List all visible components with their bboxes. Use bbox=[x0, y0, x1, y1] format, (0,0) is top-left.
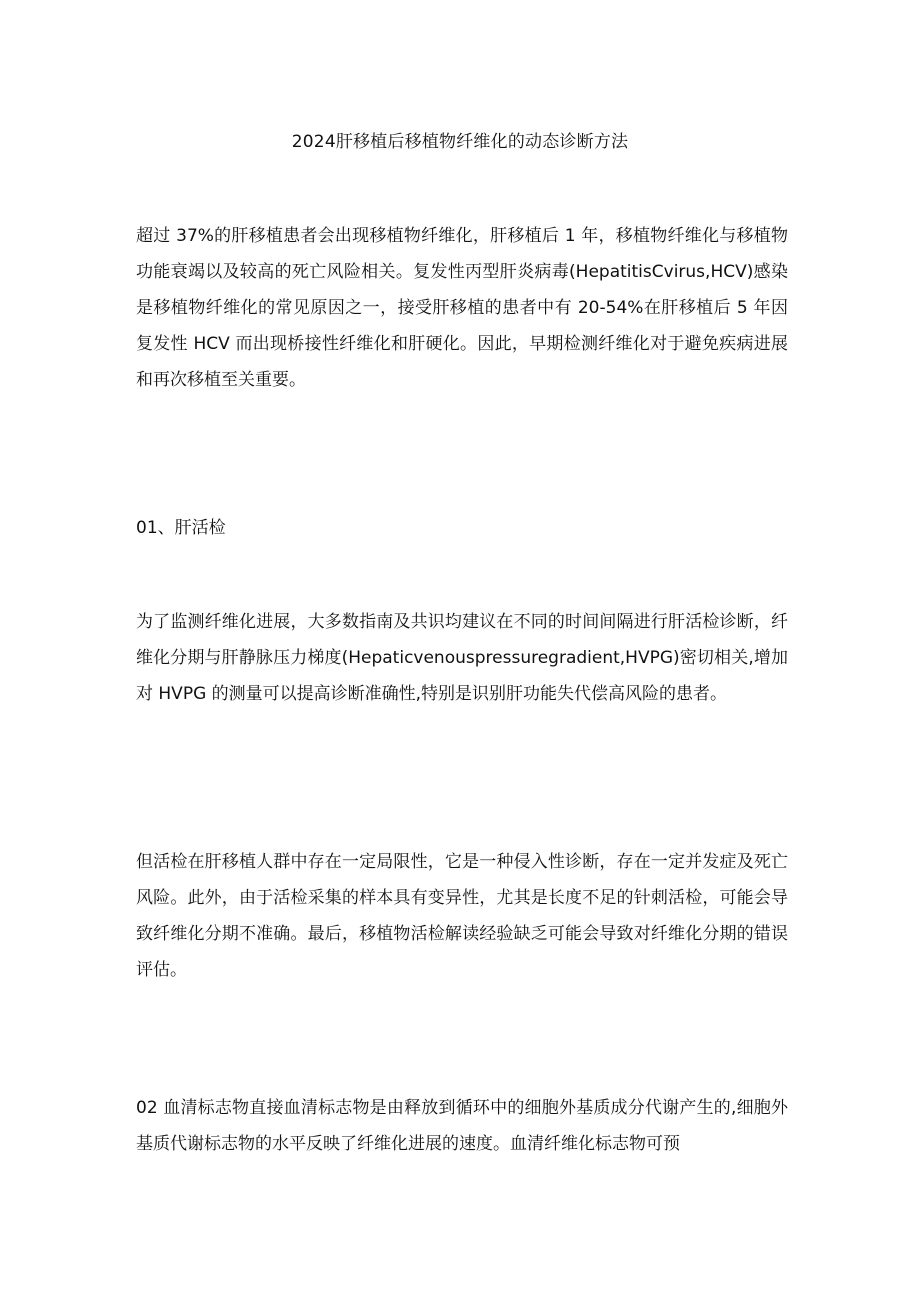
paragraph-biopsy-limitations: 但活检在肝移植人群中存在一定局限性，它是一种侵入性诊断，存在一定并发症及死亡风险。此外，由于活检采集的样本具有变异性，尤其是长度不足的针刺活检，可能会导致纤维化分期不准确。最后，移植物活检解读经验缺乏可能会导致对纤维化分期的错误评估。 bbox=[136, 852, 788, 980]
paragraph-serum-markers: 02 血清标志物直接血清标志物是由释放到循环中的细胞外基质成分代谢产生的,细胞外基质代谢标志物的水平反映了纤维化进展的速度。血清纤维化标志物可预 bbox=[136, 1098, 788, 1154]
document-title: 2024肝移植后移植物纤维化的动态诊断方法 bbox=[291, 132, 629, 152]
section-heading-liver-biopsy: 01、肝活检 bbox=[136, 518, 226, 538]
paragraph-intro: 超过 37%的肝移植患者会出现移植物纤维化，肝移植后 1 年，移植物纤维化与移植物功能衰竭以及较高的死亡风险相关。复发性丙型肝炎病毒(HepatitisCvirus,HCV)感染是移植物纤维化的常见原因之一，接受肝移植的患者中有 20-54%在肝移植后 5 年因复发性 HCV 而出现桥接性纤维化和肝硬化。因此，早期检测纤维化对于避免疾病进展和再次移植至关重要。 bbox=[136, 226, 788, 390]
paragraph-biopsy-monitoring: 为了监测纤维化进展，大多数指南及共识均建议在不同的时间间隔进行肝活检诊断，纤维化分期与肝静脉压力梯度(Hepaticvenouspressuregradient,HVPG)密切相关,增加对 HVPG 的测量可以提高诊断准确性,特别是识别肝功能失代偿高风险的患者。 bbox=[136, 612, 788, 704]
